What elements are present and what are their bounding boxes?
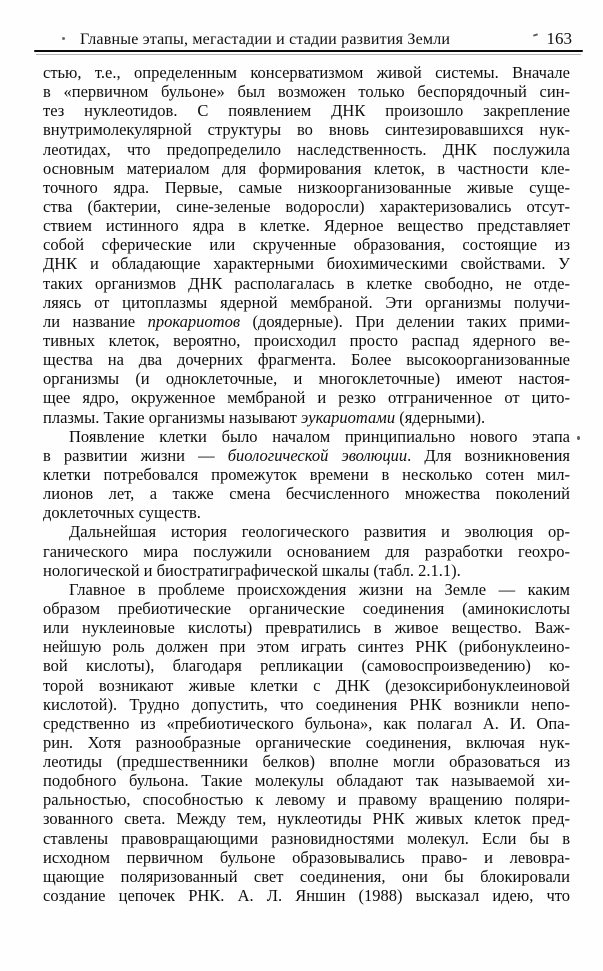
text-line: ства (бактерии, сине-зеленые водоросли) характеризовались отсут- — [43, 196, 570, 216]
text-segment: (ядерными). — [395, 407, 486, 427]
text-line: щее ядро, окруженное мембраной и резко отграниченное от цито- — [43, 388, 570, 408]
text-line: клетки потребовался промежуток времени в несколько сотен мил- — [43, 464, 570, 484]
text-line: собой сферические или скрученные образования, состоящие из — [43, 235, 570, 255]
text-line: создание цепочек РНК. А. Л. Яншин (1988) высказал идею, что — [43, 886, 570, 906]
text-line: зованного света. Между тем, нуклеотиды РНК живых клеток пред- — [43, 809, 570, 829]
text-line: основным материалом для формирования клеток, в частности кле- — [43, 158, 570, 178]
paragraph — [43, 427, 570, 523]
text-line — [43, 312, 570, 331]
scan-speck — [577, 436, 580, 440]
text-line: таких организмов ДНК располагалась в клетке свободно, не отде- — [43, 273, 570, 293]
page-number: 163 — [546, 29, 572, 48]
text-line: в «первичном бульоне» был возможен только беспорядочный син- — [43, 82, 570, 102]
text-line: стью, т.е., определенным консерватизмом живой системы. Вначале — [43, 63, 570, 82]
text-line: ляясь от цитоплазмы ядерной мембраной. Эти организмы получи- — [43, 292, 570, 312]
paragraph — [43, 580, 570, 905]
text-line: образом пребиотические органические соединения (аминокислоты — [43, 598, 570, 618]
text-line: Главное в проблеме происхождения жизни на Земле — каким — [69, 579, 570, 599]
text-line: тез нуклеотидов. С появлением ДНК произошло закрепление — [43, 101, 570, 121]
text-line: леотиды (предшественники белков) вполне могли образоваться из — [43, 752, 570, 772]
text-line: ДНК и обладающие характерными биохимическими свойствами. У — [43, 254, 570, 274]
italic-term: прокариотов — [147, 311, 240, 331]
text-line: тивных клеток, вероятно, происходил просто распад ядерного ве- — [43, 330, 570, 350]
text-line: ральностью, способностью к левому и правому вращению поляри- — [43, 790, 570, 810]
text-line: торой возникают живые клетки с ДНК (дезоксирибонуклеиновой — [43, 675, 570, 695]
text-segment: в развитии жизни — — [43, 445, 228, 465]
text-line: нейшую роль должен при этом играть синтез РНК (рибонуклеино- — [43, 637, 570, 657]
text-line: организмы (и одноклеточные, и многоклеточные) имеют настоя- — [43, 369, 570, 389]
text-line: Дальнейшая история геологического развития и эволюция ор- — [69, 522, 570, 542]
text-line: леотидах, что предопределило наследственность. ДНК послужила — [43, 139, 570, 159]
text-line: нологической и биостратиграфической шкалы (табл. 2.1.1). — [43, 560, 461, 580]
running-header-title: Главные этапы, мегастадии и стадии развития Земли — [80, 31, 451, 48]
text-line: средственно из «пребиотического бульона», как полагал А. И. Опа- — [43, 713, 570, 733]
text-line: щества на два дочерних фрагмента. Более высокоорганизованные — [43, 350, 570, 370]
header-rule-echo — [36, 54, 581, 55]
text-line: Появление клетки было началом принципиально нового этапа — [69, 426, 570, 446]
text-segment: (доядерные). При делении таких прими- — [240, 311, 570, 331]
header-rule — [34, 50, 583, 52]
text-segment: ли название — [43, 311, 148, 331]
italic-term: эукариотами — [301, 407, 396, 427]
text-line: исходном первичном бульоне образовывались право- и левовра- — [43, 847, 570, 867]
text-line: точного ядра. Первые, самые низкоорганизованные живые суще- — [43, 177, 570, 197]
text-segment: плазмы. Такие организмы называют — [43, 407, 302, 427]
text-line: рин. Хотя разнообразные органические соединения, включая нук- — [43, 732, 570, 752]
text-line: ствием истинного ядра в клетке. Ядерное вещество представляет — [43, 216, 570, 236]
text-line: ставлены правовращающими разновидностями молекул. Если бы в — [43, 828, 570, 848]
body-text — [43, 63, 570, 905]
paragraph — [43, 522, 570, 579]
italic-term: биологической эволюции — [227, 445, 408, 465]
text-line: внутримолекулярной структуры во вновь синтезировавшихся нук- — [43, 120, 570, 140]
text-line — [43, 408, 570, 427]
text-line: подобного бульона. Такие молекулы обладают так называемой хи- — [43, 771, 570, 791]
text-segment: . Для возникновения — [407, 445, 570, 465]
text-line: или нуклеиновые кислоты) превратились в живое вещество. Важ- — [43, 618, 570, 638]
text-line: лионов лет, а также смена бесчисленного множества поколений — [43, 484, 570, 504]
scan-speck — [62, 37, 65, 40]
text-line: доклеточных существ. — [43, 503, 201, 523]
text-line: щающие поляризованный свет соединения, они бы блокировали — [43, 866, 570, 886]
text-line: кислотой). Трудно допустить, что соединения РНК возникли непо- — [43, 694, 570, 714]
paragraph — [43, 63, 570, 427]
running-header — [42, 30, 573, 52]
text-line: вой кислоты), благодаря репликации (самовоспроизведению) ко- — [43, 656, 570, 676]
text-line: ганического мира послужили основанием для разработки геохро- — [43, 541, 570, 561]
text-line — [43, 446, 570, 465]
